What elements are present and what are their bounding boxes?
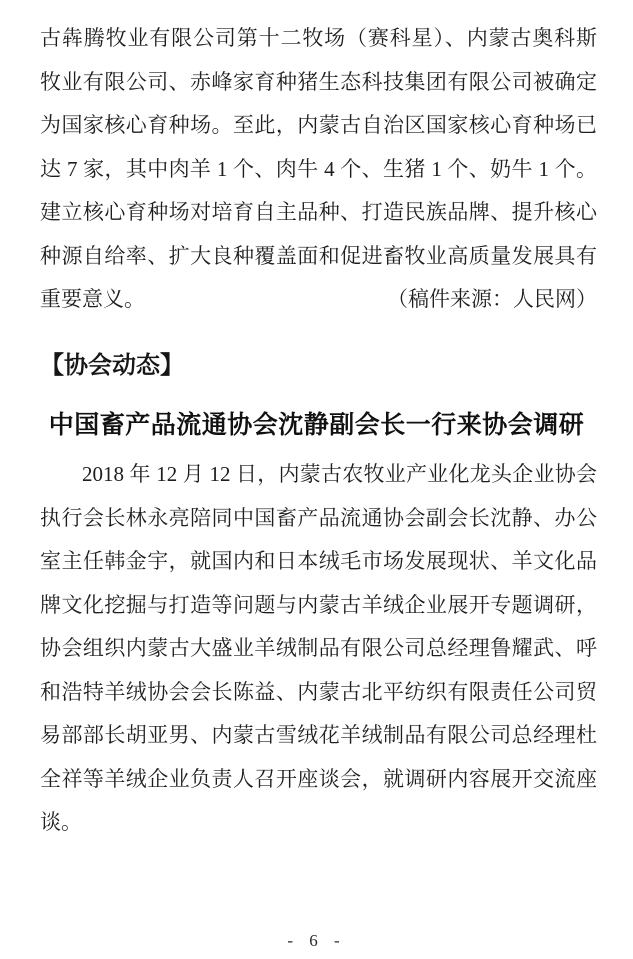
body-line: 全祥等羊绒企业负责人召开座谈会，就调研内容展开交流座 [40, 766, 597, 791]
body-line: 和浩特羊绒协会会长陈益、内蒙古北平纺织有限责任公司贸 [40, 679, 597, 704]
body-line: 达 7 家，其中肉羊 1 个、肉牛 4 个、生猪 1 个、奶牛 1 个。 [40, 156, 597, 181]
body-line: 古犇腾牧业有限公司第十二牧场（赛科星）、内蒙古奥科斯 [40, 26, 597, 50]
body-line: 牧业有限公司、赤峰家育种猪生态科技集团有限公司被确定 [40, 69, 597, 94]
paragraph-core-breeding-farms [40, 17, 597, 322]
body-line: 牌文化挖掘与打造等问题与内蒙古羊绒企业展开专题调研， [40, 592, 597, 617]
body-line: 为国家核心育种场。至此，内蒙古自治区国家核心育种场已 [40, 113, 597, 137]
body-line: 谈。 [40, 810, 82, 834]
body-line: 种源自给率、扩大良种覆盖面和促进畜牧业高质量发展具有 [40, 243, 597, 268]
body-line: 室主任韩金宇，就国内和日本绒毛市场发展现状、羊文化品 [40, 549, 597, 573]
article-title: 中国畜产品流通协会沈静副会长一行来协会调研 [48, 412, 585, 439]
body-line: 建立核心育种场对培育自主品种、打造民族品牌、提升核心 [40, 200, 597, 224]
body-line: 2018 年 12 月 12 日，内蒙古农牧业产业化龙头企业协会 [82, 462, 597, 486]
paragraph-article-body [40, 453, 597, 845]
body-line: 执行会长林永亮陪同中国畜产品流通协会副会长沈静、办公 [40, 505, 597, 530]
paragraph-last-line [40, 278, 597, 322]
body-line-end: 重要意义。 [40, 287, 145, 311]
source-credit: （稿件来源：人民网） [387, 287, 597, 311]
body-line: 易部部长胡亚男、内蒙古雪绒花羊绒制品有限公司总经理杜 [40, 723, 597, 747]
section-header-association-news: 【协会动态】 [40, 352, 184, 379]
body-line: 协会组织内蒙古大盛业羊绒制品有限公司总经理鲁耀武、呼 [40, 636, 597, 660]
page-number: - 6 - [287, 931, 346, 950]
